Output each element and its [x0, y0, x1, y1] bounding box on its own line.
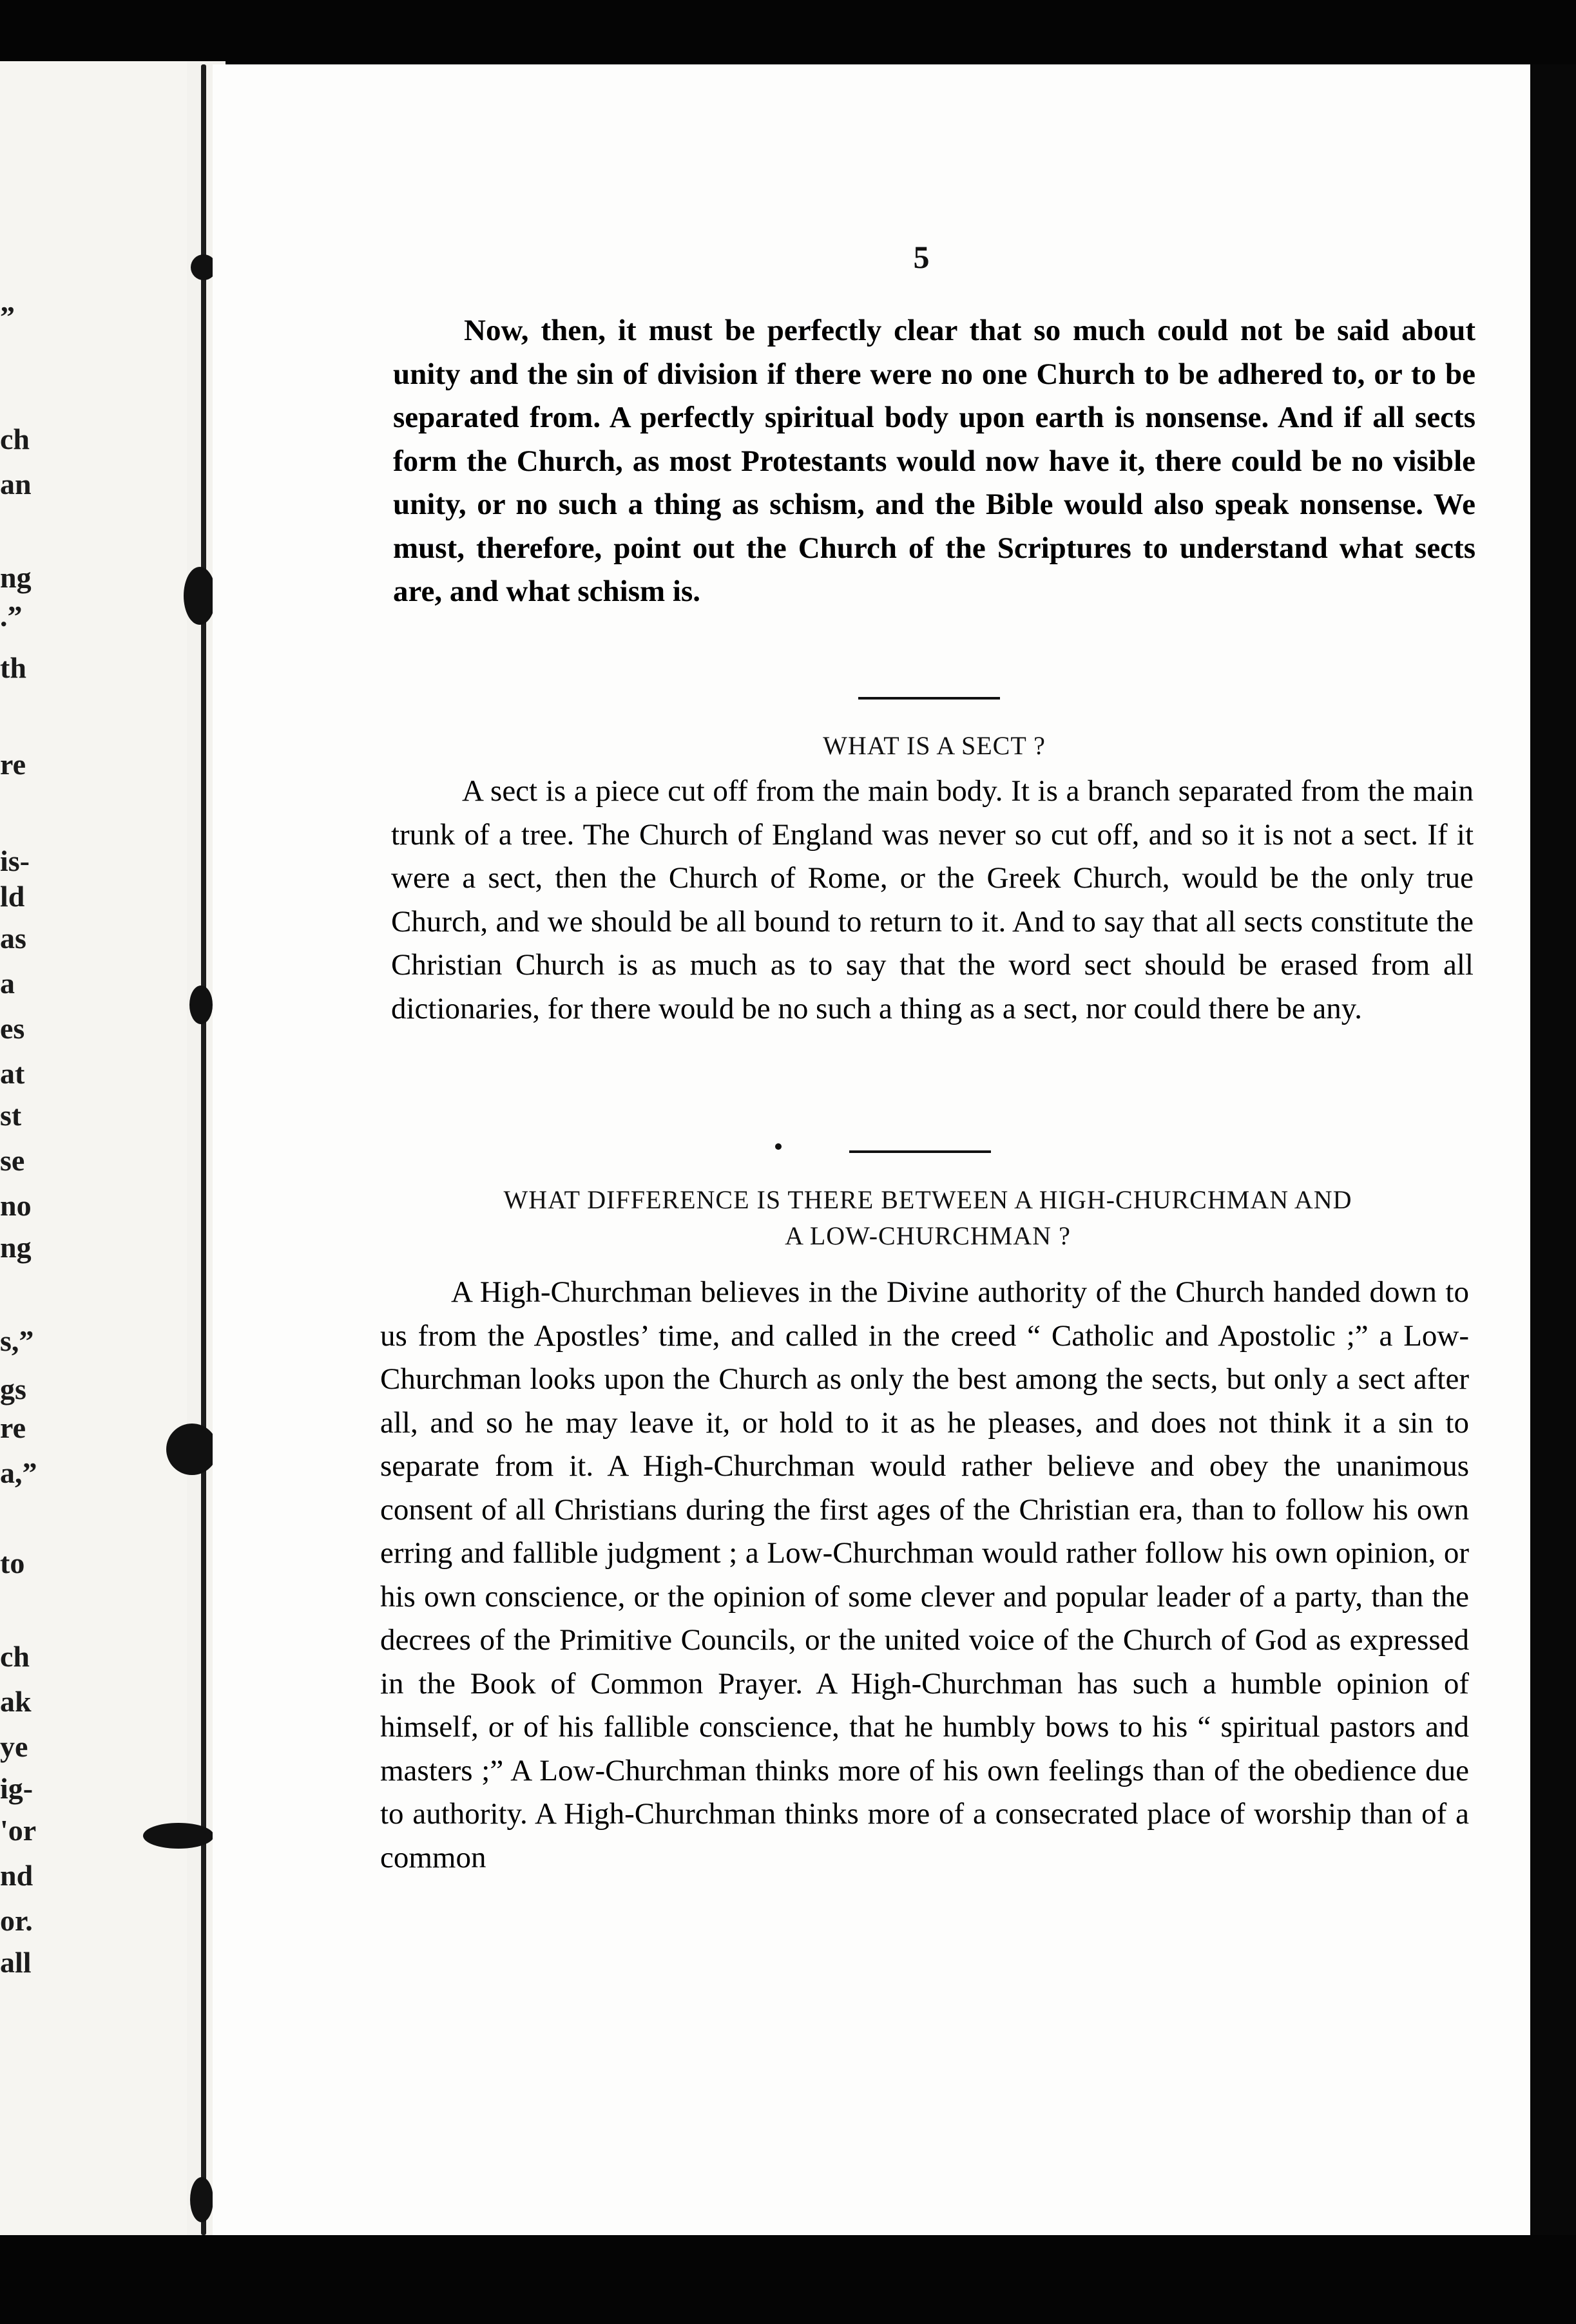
- left-page-fragment: ch: [0, 1640, 30, 1673]
- left-page-fragment: se: [0, 1144, 25, 1177]
- scan-top-border: [0, 0, 1576, 64]
- section-divider: [849, 1150, 991, 1153]
- left-page-fragment: all: [0, 1946, 32, 1979]
- left-page-fragment: re: [0, 1411, 26, 1444]
- heading-line-1: WHAT DIFFERENCE IS THERE BETWEEN A HIGH-CHURCHMAN AND: [503, 1185, 1352, 1214]
- left-page-fragment: es: [0, 1012, 25, 1045]
- left-page-fragment: a: [0, 967, 15, 1000]
- binding-blot: [166, 1424, 218, 1475]
- left-page-fragment: s,”: [0, 1324, 34, 1357]
- left-page-fragment: re: [0, 748, 26, 781]
- left-page-fragment: ng: [0, 1231, 32, 1264]
- left-page-fragment: ld: [0, 880, 25, 913]
- left-facing-page: [0, 61, 193, 2238]
- page-number: 5: [913, 239, 930, 275]
- left-page-fragment: at: [0, 1057, 25, 1090]
- binding-line: [201, 64, 206, 2235]
- heading-what-is-a-sect: WHAT IS A SECT ?: [823, 731, 1046, 760]
- scan-right-border: [1530, 64, 1576, 2235]
- left-page-fragment: an: [0, 468, 32, 500]
- left-page-fragment: nd: [0, 1859, 34, 1892]
- left-page-fragment: to: [0, 1547, 25, 1579]
- left-page-fragment: ig-: [0, 1772, 34, 1805]
- section-divider: [858, 697, 1000, 700]
- binding-blot: [184, 567, 216, 625]
- heading-high-vs-low-churchman: [380, 1182, 1475, 1254]
- left-page-fragment: gs: [0, 1373, 26, 1405]
- left-page-fragment: 'or: [0, 1814, 37, 1847]
- left-page-fragment: ng: [0, 561, 32, 594]
- left-page-fragment: ye: [0, 1730, 28, 1763]
- left-page-fragment: no: [0, 1189, 32, 1222]
- left-page-fragment: st: [0, 1099, 22, 1132]
- left-page-fragment: is-: [0, 844, 30, 877]
- left-page-fragment: .”: [0, 600, 23, 633]
- left-page-fragment: a,”: [0, 1456, 37, 1489]
- binding-blot: [189, 986, 213, 1024]
- left-page-fragment: ch: [0, 423, 30, 455]
- left-page-fragment: ak: [0, 1685, 32, 1718]
- binding-blot: [143, 1823, 214, 1849]
- heading-line-2: A LOW-CHURCHMAN ?: [785, 1221, 1071, 1250]
- left-page-fragment: th: [0, 651, 26, 684]
- binding-blot: [190, 2177, 213, 2222]
- paragraph-high-vs-low-churchman: A High-Churchman believes in the Divine authority of the Church handed down to us from the Apostles’ time, and called in the creed “ Catholic and Apostolic ;” a Low-Churchman looks upon the Church as only the best among the sects, but only a sect after all, and so he may leave it, or hold to it as he pleases, and does not think it a sin to separate from it. A High-Churchman would rather believe and obey the unanimous consent of all Christians during the first ages of the Christian era, than to follow his own erring and fallible judgment ; a Low-Churchman would rather follow his own opinion, or his own conscience, or the opinion of some clever and popular leader of a party, than the decrees of the Primitive Councils, or the united voice of the Church of God as expressed in the Book of Common Prayer. A High-Churchman has such a humble opinion of himself, or of his fallible conscience, that he humbly bows to his “ spiritual pastors and masters ;” A Low-Churchman thinks more of his own feelings than of the obedience due to authority. A High-Churchman thinks more of a consecrated place of worship than of a common: [380, 1275, 1469, 1874]
- paragraph-unity: Now, then, it must be perfectly clear that so much could not be said about unity and the sin of division if there were no one Church to be adhered to, or to be separated from. A perfectly spiritual body upon earth is nonsense. And if all sects form the Church, as most Protestants would now have it, there could be no visible unity, or no such a thing as schism, and the Bible would also speak nonsense. We must, therefore, point out the Church of the Scriptures to understand what sects are, and what schism is.: [393, 314, 1475, 608]
- left-page-fragments: [0, 61, 77, 2238]
- left-page-fragment: as: [0, 922, 26, 955]
- left-page-fragment: or.: [0, 1904, 33, 1937]
- stray-mark: [775, 1143, 782, 1150]
- paragraph-what-is-a-sect: A sect is a piece cut off from the main body. It is a branch separated from the main trunk of a tree. The Church of England was never so cut off, and so it is not a sect. If it were a sect, then the Church of Rome, or the Greek Church, would be the only true Church, and we should be all bound to return to it. And to say that all sects constitute the Christian Church is as much as to say that the word sect should be erased from all dictionaries, for there would be no such a thing as a sect, nor could there be any.: [391, 774, 1474, 1025]
- left-page-fragment: ”: [0, 300, 15, 333]
- scan-bottom-border: [0, 2235, 1576, 2324]
